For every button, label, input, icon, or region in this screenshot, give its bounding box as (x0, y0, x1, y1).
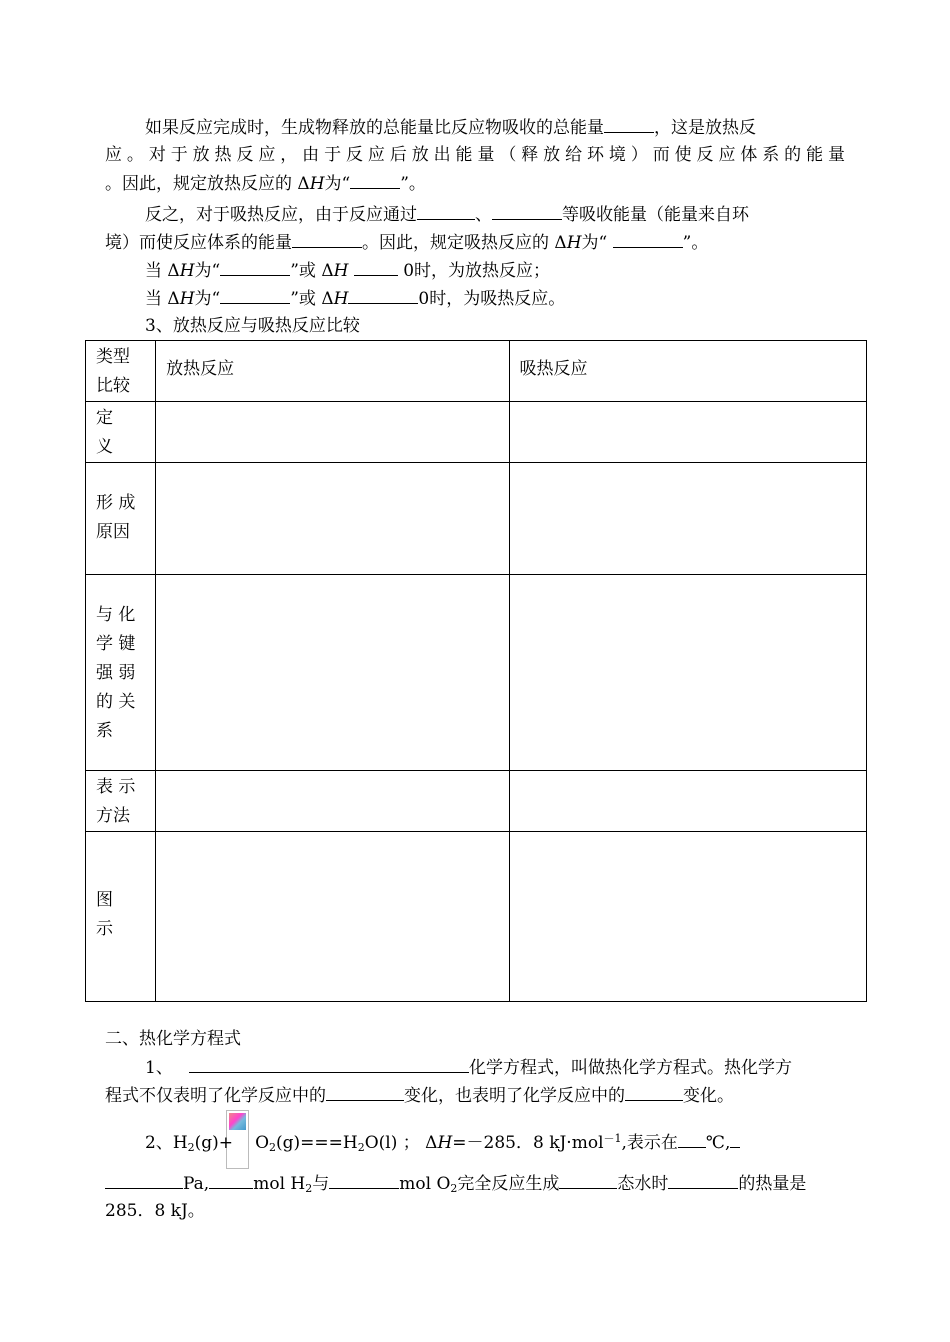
text: 。因此，规定放热反应的 Δ (105, 174, 310, 194)
blank-fill[interactable] (559, 1170, 617, 1189)
blank-fill[interactable] (209, 1170, 253, 1189)
cell-text: 示 (96, 919, 113, 939)
text: 当 Δ (145, 289, 180, 309)
text: H (309, 174, 325, 194)
blank-fill[interactable] (326, 1082, 404, 1101)
header-exothermic (156, 341, 509, 402)
compare-title (145, 313, 360, 339)
cell-exo-notation[interactable] (156, 771, 509, 832)
text: ”或 Δ (290, 261, 334, 281)
row-label-definition (86, 402, 156, 463)
text: 285．8 kJ。 (105, 1201, 205, 1221)
blank-fill[interactable] (417, 201, 475, 220)
text: ℃, (705, 1133, 731, 1153)
table-row (86, 575, 867, 771)
blank-fill[interactable] (354, 257, 398, 276)
text: 2、H (145, 1133, 188, 1153)
cell-endo-definition[interactable] (509, 402, 866, 463)
blank-fill[interactable] (220, 257, 290, 276)
para-endothermic-line2 (105, 229, 708, 256)
text: 3、放热反应与吸热反应比较 (145, 316, 360, 336)
cell-text: 定 (96, 408, 113, 428)
text: ”或 Δ (290, 289, 334, 309)
text: O (255, 1133, 269, 1153)
text: H (566, 233, 582, 253)
table-row (86, 402, 867, 463)
cell-text: 图 (96, 890, 113, 910)
cell-text: 方法 (96, 806, 130, 826)
cell-endo-diagram[interactable] (509, 832, 866, 1002)
header-endothermic (509, 341, 866, 402)
text: H (179, 289, 195, 309)
text: 境）而使反应体系的能量 (105, 233, 292, 253)
blank-fill[interactable] (105, 1170, 183, 1189)
cell-text: 学 键 (96, 634, 136, 654)
text: 0时，为放热反应； (397, 261, 551, 281)
text: 二、热化学方程式 (105, 1029, 241, 1049)
text: 2 (187, 1141, 195, 1154)
para-exothermic-line2 (105, 142, 845, 168)
text: 。因此，规定吸热反应的 Δ (362, 233, 567, 253)
blank-fill[interactable] (678, 1129, 706, 1148)
q1-line1 (145, 1054, 792, 1081)
comparison-table (85, 340, 867, 1002)
text: ，这是放热反 (654, 118, 756, 138)
text: H (333, 289, 349, 309)
cell-text: 类型 (96, 347, 130, 367)
blank-fill[interactable] (292, 229, 362, 248)
text: 为“ (581, 233, 613, 253)
text: 为“ (324, 174, 351, 194)
text: 态水时 (617, 1174, 669, 1194)
text: (g)===H (276, 1133, 358, 1153)
text: 变化。 (683, 1086, 734, 1106)
text: ”。 (682, 233, 709, 253)
text: H (179, 261, 195, 281)
cell-text: 比较 (96, 376, 130, 396)
text: 与 (312, 1174, 330, 1194)
cell-endo-bond[interactable] (509, 575, 866, 771)
text: 如果反应完成时，生成物释放的总能量比反应物吸收的总能量 (145, 118, 604, 138)
text: 等吸收能量（能量来自环 (562, 205, 749, 225)
table-row (86, 463, 867, 575)
cell-text: 系 (96, 721, 113, 741)
blank-fill[interactable] (189, 1054, 469, 1073)
blank-fill[interactable] (730, 1129, 740, 1148)
para-condition-endo (145, 285, 565, 312)
cell-text: 形 成 (96, 493, 136, 513)
q2-line3 (105, 1198, 205, 1224)
text: 当 Δ (145, 261, 180, 281)
blank-fill[interactable] (613, 229, 683, 248)
text: 为“ (194, 289, 221, 309)
cell-text: 与 化 (96, 605, 136, 625)
q2-line1 (145, 1126, 740, 1161)
cell-text: 义 (96, 437, 113, 457)
blank-fill[interactable] (348, 285, 418, 304)
cell-text: 原因 (96, 522, 130, 542)
cell-exo-cause[interactable] (156, 463, 509, 575)
text: mol H (253, 1174, 306, 1194)
cell-exo-definition[interactable] (156, 402, 509, 463)
para-exothermic-line1 (145, 114, 845, 141)
cell-text: 表 示 (96, 777, 136, 797)
text: (g)+ (194, 1133, 234, 1153)
text: －1 (603, 1132, 622, 1145)
para-endothermic-line1 (145, 201, 845, 228)
cell-exo-bond[interactable] (156, 575, 509, 771)
table-row (86, 771, 867, 832)
cell-text: 放热反应 (166, 359, 235, 379)
text: =－285．8 kJ·mol (452, 1133, 604, 1153)
text: 2 (305, 1182, 313, 1195)
q1-line2 (105, 1082, 734, 1109)
text: 1、 (145, 1058, 173, 1078)
text: mol O (399, 1174, 451, 1194)
text: 完全反应生成 (457, 1174, 560, 1194)
blank-fill[interactable] (492, 201, 562, 220)
text: 应。对于放热反应，由于反应后放出能量（释放给环境）而使反应体系的能量 (105, 145, 845, 165)
text: O(l) ； Δ (364, 1133, 438, 1153)
blank-fill[interactable] (220, 285, 290, 304)
text: 为“ (194, 261, 221, 281)
section2-title (105, 1026, 241, 1052)
table-row (86, 832, 867, 1002)
row-label-cause (86, 463, 156, 575)
para-exothermic-line3 (105, 170, 426, 197)
text: Pa, (183, 1174, 210, 1194)
text: H (333, 261, 349, 281)
q2-line2 (105, 1170, 806, 1202)
row-label-bond-strength (86, 575, 156, 771)
cell-text: 的 关 (96, 692, 136, 712)
text: ,表示在 (621, 1133, 678, 1153)
text: ”。 (400, 174, 426, 194)
text: H (437, 1133, 453, 1153)
blank-fill[interactable] (350, 170, 400, 189)
blank-fill[interactable] (604, 114, 654, 133)
cell-exo-diagram[interactable] (156, 832, 509, 1002)
blank-fill[interactable] (625, 1082, 683, 1101)
text: 化学方程式，叫做热化学方程式。热化学方 (469, 1058, 793, 1078)
text: 的热量是 (738, 1174, 807, 1194)
table-header-row (86, 341, 867, 402)
text: 反之，对于吸热反应，由于反应通过 (145, 205, 417, 225)
cell-text: 吸热反应 (519, 359, 588, 379)
text: 程式不仅表明了化学反应中的 (105, 1086, 326, 1106)
row-label-diagram (86, 832, 156, 1002)
cell-text: 强 弱 (96, 663, 136, 683)
text: 2 (450, 1182, 458, 1195)
cell-endo-cause[interactable] (509, 463, 866, 575)
text: 、 (475, 205, 492, 225)
row-label-notation (86, 771, 156, 832)
text: 0时，为吸热反应。 (418, 289, 566, 309)
text: 2 (357, 1141, 365, 1154)
text: 2 (269, 1141, 276, 1154)
cell-endo-notation[interactable] (509, 771, 866, 832)
header-type-compare (86, 341, 156, 402)
blank-fill[interactable] (329, 1170, 399, 1189)
text: 变化，也表明了化学反应中的 (404, 1086, 625, 1106)
para-condition-exo (145, 257, 550, 284)
blank-fill[interactable] (668, 1170, 738, 1189)
